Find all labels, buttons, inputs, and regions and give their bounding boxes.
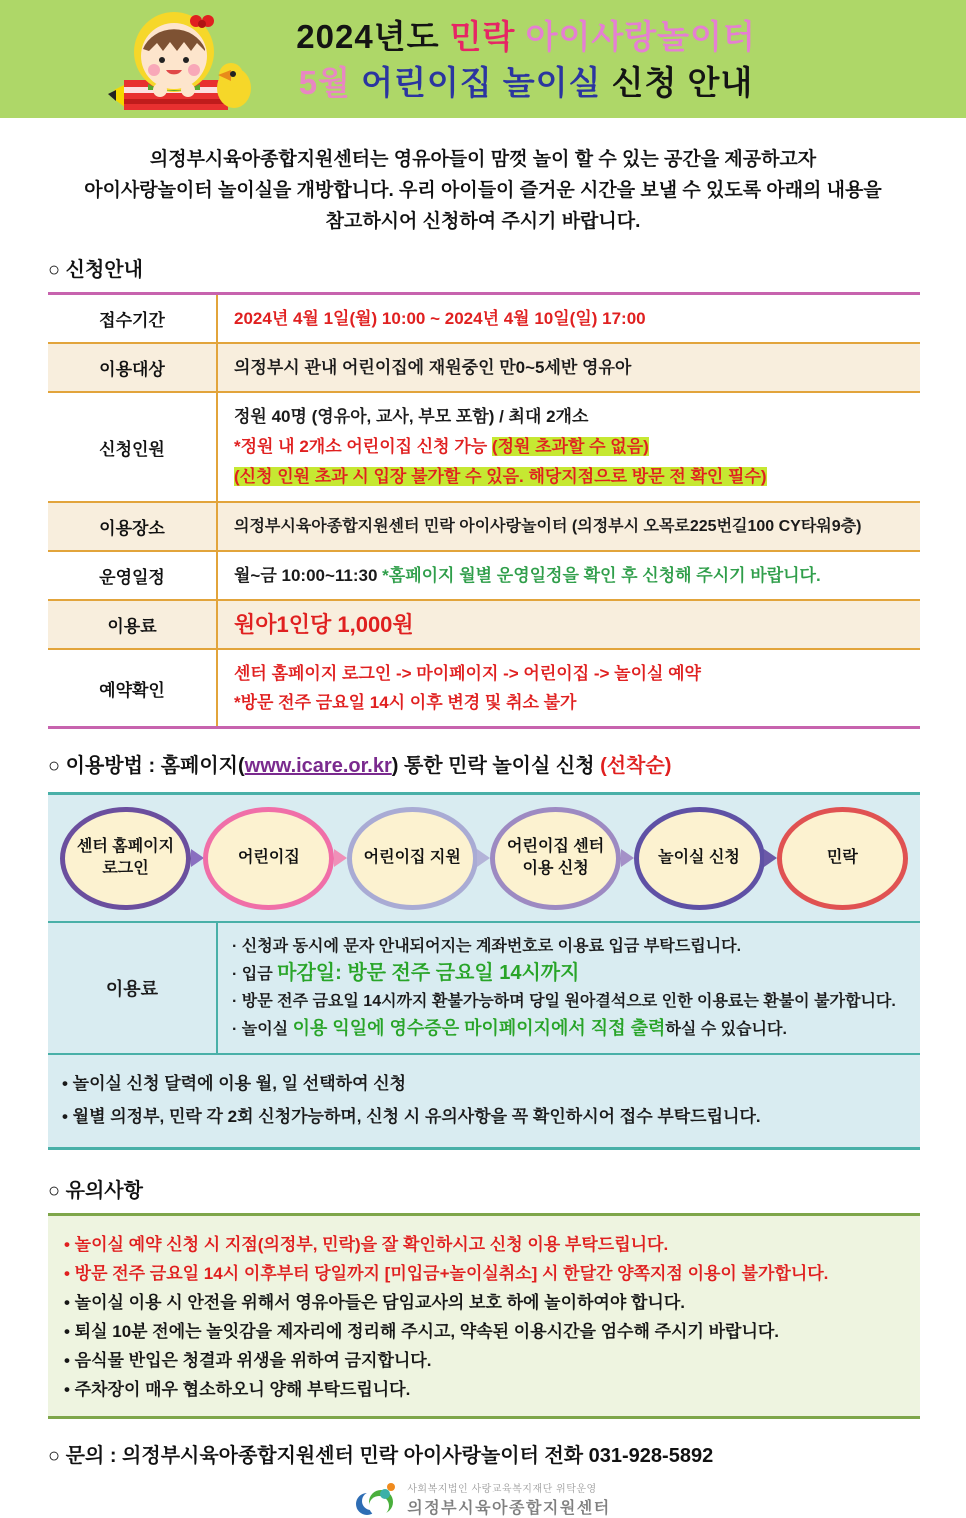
fee-detail-row bbox=[48, 921, 920, 1055]
title-apply-guide: 신청 안내 bbox=[611, 64, 754, 101]
fee-bullet-2-plain: · 입금 bbox=[232, 966, 278, 983]
table-row-location bbox=[48, 501, 920, 550]
method-heading-mid: ) 통한 민락 놀이실 신청 bbox=[391, 755, 601, 777]
notice-item: • 주차장이 매우 협소하오니 양해 부탁드립니다. bbox=[64, 1380, 411, 1399]
method-heading-firstcome: (선착순) bbox=[600, 755, 672, 777]
location-value: 의정부시육아종합지원센터 민락 아이사랑놀이터 (의정부시 오목로225번길100 CY타워9층) bbox=[234, 518, 862, 535]
center-logo-icon bbox=[355, 1480, 401, 1518]
child-mascot-icon bbox=[96, 4, 254, 116]
reservation-note: *방문 전주 금요일 14시 이후 변경 및 취소 불가 bbox=[234, 693, 577, 712]
arrow-right-icon bbox=[621, 849, 634, 867]
intro-line-3: 참고하시어 신청하여 주시기 바랍니다. bbox=[325, 211, 641, 232]
method-flow-box bbox=[48, 792, 920, 1150]
application-flowchart bbox=[48, 795, 920, 921]
capacity-line-3 bbox=[234, 462, 910, 492]
flow-notes bbox=[48, 1055, 920, 1147]
fee-bullet-2 bbox=[232, 960, 912, 988]
contact-line: ○ 문의 : 의정부시육아종합지원센터 민락 아이사랑놀이터 전화 031-928-5892 bbox=[48, 1445, 714, 1467]
footer-center-name: 의정부시육아종합지원센터 bbox=[407, 1500, 611, 1517]
row-label: 이용대상 bbox=[48, 344, 218, 391]
reception-period-value: 2024년 4월 1일(월) 10:00 ~ 2024년 4월 10일(일) 17:00 bbox=[234, 309, 646, 328]
flow-note-1: • 놀이실 신청 달력에 이용 월, 일 선택하여 신청 bbox=[62, 1074, 407, 1093]
notice-item: • 놀이실 예약 신청 시 지점(의정부, 민락)을 잘 확인하시고 신청 이용 부탁드립니다. bbox=[64, 1235, 669, 1254]
schedule-value bbox=[218, 552, 920, 599]
flow-step-minrak: 민락 bbox=[777, 807, 908, 910]
fee-deadline: 마감일: 방문 전주 금요일 14시까지 bbox=[277, 962, 580, 984]
notice-section-heading: ○ 유의사항 bbox=[48, 1180, 143, 1202]
table-row-reception-period bbox=[48, 295, 920, 342]
intro-paragraph bbox=[0, 144, 966, 237]
table-row-fee bbox=[48, 599, 920, 648]
fee-receipt-print: 이용 익일에 영수증은 마이페이지에서 직접 출력 bbox=[292, 1018, 666, 1038]
notice-item: • 방문 전주 금요일 14시 이후부터 당일까지 [미입금+놀이실취소] 시 한달간 양쪽지점 이용이 불가합니다. bbox=[64, 1264, 829, 1283]
title-year: 2024년도 bbox=[296, 18, 450, 55]
fee-bullet-4 bbox=[232, 1015, 912, 1043]
notice-item: • 퇴실 10분 전에는 놀잇감을 제자리에 정리해 주시고, 약속된 이용시간을 엄수해 주시기 바랍니다. bbox=[64, 1322, 780, 1341]
capacity-line-2-highlight: (정원 초과할 수 없음) bbox=[491, 437, 649, 456]
footer-text bbox=[407, 1480, 610, 1518]
arrow-right-icon bbox=[477, 849, 490, 867]
fee-bullet-4-plain2: 하실 수 있습니다. bbox=[665, 1021, 787, 1038]
row-label: 운영일정 bbox=[48, 552, 218, 599]
title-branch: 민락 bbox=[449, 18, 526, 55]
schedule-hours: 월~금 10:00~11:30 bbox=[234, 566, 383, 585]
notice-item: • 놀이실 이용 시 안전을 위해서 영유아들은 담임교사의 보호 하에 놀이하여야 합니다. bbox=[64, 1293, 685, 1312]
apply-info-table bbox=[48, 292, 920, 729]
row-label: 이용장소 bbox=[48, 503, 218, 550]
header-banner bbox=[0, 0, 966, 118]
table-row-eligibility bbox=[48, 342, 920, 391]
schedule-note: *홈페이지 월별 운영일정을 확인 후 신청해 주시기 바랍니다. bbox=[382, 566, 821, 585]
method-section-heading bbox=[48, 749, 966, 778]
capacity-line-2-plain: *정원 내 2개소 어린이집 신청 가능 bbox=[234, 437, 492, 456]
arrow-right-icon bbox=[334, 849, 347, 867]
intro-line-2: 아이사랑놀이터 놀이실을 개방합니다. 우리 아이들이 즐거운 시간을 보낼 수 있도록 아래의 내용을 bbox=[84, 180, 882, 201]
table-row-capacity bbox=[48, 391, 920, 501]
fee-detail-content bbox=[218, 923, 920, 1053]
footer-tagline: 사회복지법인 사랑교육복지재단 위탁운영 bbox=[407, 1484, 597, 1495]
fee-value: 원아1인당 1,000원 bbox=[234, 612, 414, 637]
table-row-reservation-check bbox=[48, 648, 920, 726]
flow-step-daycare: 어린이집 bbox=[203, 807, 334, 910]
footer bbox=[0, 1480, 966, 1518]
notice-item: • 음식물 반입은 청결과 위생을 위하여 금지합니다. bbox=[64, 1351, 432, 1370]
flow-note-2: • 월별 의정부, 민락 각 2회 신청가능하며, 신청 시 유의사항을 꼭 확인하시어 접수 부탁드립니다. bbox=[62, 1107, 761, 1126]
row-label: 이용료 bbox=[48, 601, 218, 648]
homepage-link[interactable]: www.icare.or.kr bbox=[244, 755, 392, 777]
fee-bullet-1: · 신청과 동시에 문자 안내되어지는 계좌번호로 이용료 입금 부탁드립니다. bbox=[232, 938, 742, 955]
arrow-right-icon bbox=[764, 849, 777, 867]
reservation-check-value bbox=[218, 650, 920, 726]
table-row-schedule bbox=[48, 550, 920, 599]
capacity-line-2 bbox=[234, 432, 910, 462]
flow-step-daycare-support: 어린이집 지원 bbox=[347, 807, 478, 910]
method-heading-prefix: ○ 이용방법 : 홈페이지( bbox=[48, 755, 245, 777]
flow-step-login: 센터 홈페이지 로그인 bbox=[60, 807, 191, 910]
row-label: 예약확인 bbox=[48, 650, 218, 726]
row-label: 접수기간 bbox=[48, 295, 218, 342]
eligibility-value: 의정부시 관내 어린이집에 재원중인 만0~5세반 영유아 bbox=[234, 358, 632, 377]
capacity-line-3-highlight: (신청 인원 초과 시 입장 불가할 수 있음. 해당지점으로 방문 전 확인 필수) bbox=[234, 467, 767, 486]
flow-step-playroom-apply: 놀이실 신청 bbox=[634, 807, 765, 910]
fee-bullet-4-plain1: · 놀이실 bbox=[232, 1021, 293, 1038]
fee-bullet-3: · 방문 전주 금요일 14시까지 환불가능하며 당일 원아결석으로 인한 이용료는 환불이 불가합니다. bbox=[232, 993, 896, 1010]
capacity-line-1: 정원 40명 (영유아, 교사, 부모 포함) / 최대 2개소 bbox=[234, 407, 589, 426]
apply-section-heading: ○ 신청안내 bbox=[48, 259, 143, 281]
title-month: 5월 bbox=[298, 64, 362, 101]
fee-detail-label: 이용료 bbox=[48, 923, 218, 1053]
capacity-value bbox=[218, 393, 920, 501]
notice-box bbox=[48, 1213, 920, 1419]
flow-step-center-use: 어린이집 센터이용 신청 bbox=[490, 807, 621, 910]
intro-line-1: 의정부시육아종합지원센터는 영유아들이 맘껏 놀이 할 수 있는 공간을 제공하고자 bbox=[149, 149, 817, 170]
title-playground: 아이사랑놀이터 bbox=[525, 18, 756, 55]
arrow-right-icon bbox=[191, 849, 204, 867]
reservation-path: 센터 홈페이지 로그인 -> 마이페이지 -> 어린이집 -> 놀이실 예약 bbox=[234, 664, 701, 683]
title-daycare-playroom: 어린이집 놀이실 bbox=[361, 64, 612, 101]
row-label: 신청인원 bbox=[48, 393, 218, 501]
